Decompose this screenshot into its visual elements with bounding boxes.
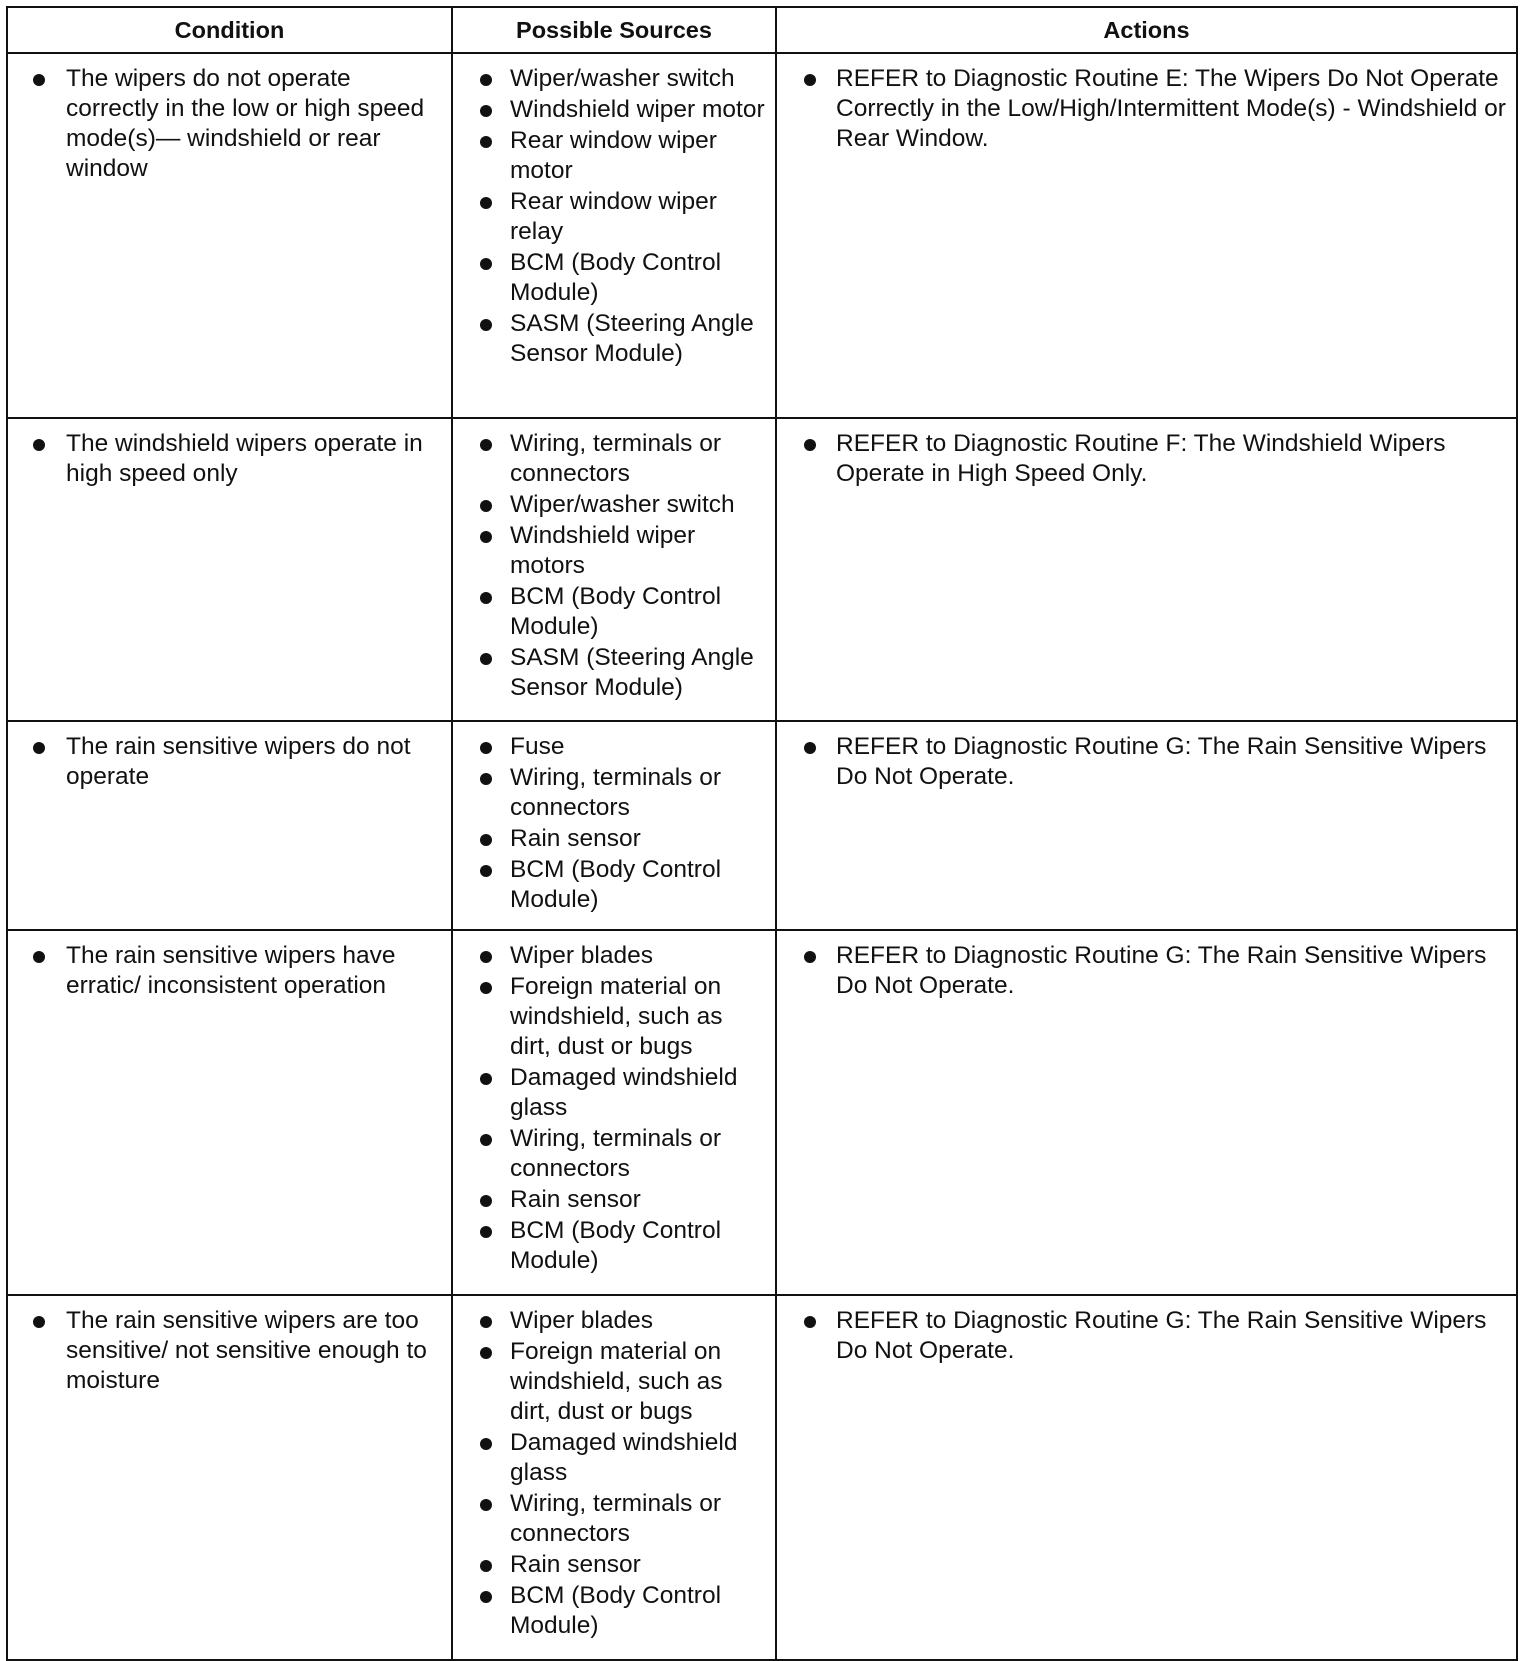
action-cell bbox=[776, 1295, 1517, 1660]
bullet-icon bbox=[804, 951, 816, 963]
condition-cell bbox=[7, 418, 452, 721]
list-item bbox=[453, 126, 765, 186]
table-row bbox=[7, 418, 1517, 721]
bullet-icon bbox=[480, 1560, 492, 1572]
source-text: Wiring, terminals or connectors bbox=[510, 430, 722, 487]
list-item bbox=[777, 1306, 1506, 1366]
bullet-icon bbox=[804, 742, 816, 754]
bullet-icon bbox=[480, 653, 492, 665]
list-item bbox=[453, 1063, 765, 1123]
list-item bbox=[777, 429, 1506, 489]
bullet-icon bbox=[480, 258, 492, 270]
condition-cell bbox=[7, 53, 452, 418]
table-row bbox=[7, 1295, 1517, 1660]
list-item bbox=[453, 732, 765, 762]
list-item bbox=[453, 941, 765, 971]
table-row bbox=[7, 53, 1517, 418]
list-item bbox=[453, 643, 765, 703]
list-item bbox=[453, 187, 765, 247]
source-text: BCM (Body Control Module) bbox=[510, 856, 722, 913]
source-text: Wiper blades bbox=[510, 942, 653, 969]
list-item bbox=[453, 1216, 765, 1276]
bullet-icon bbox=[480, 834, 492, 846]
source-text: Wiper/washer switch bbox=[510, 65, 735, 92]
source-text: SASM (Steering Angle Sensor Module) bbox=[510, 644, 754, 701]
list-item bbox=[453, 1489, 765, 1549]
source-text: Wiper blades bbox=[510, 1307, 653, 1334]
sources-cell bbox=[452, 418, 776, 721]
list-item bbox=[8, 429, 441, 489]
source-text: Fuse bbox=[510, 733, 565, 760]
list-item bbox=[453, 1337, 765, 1427]
bullet-icon bbox=[480, 982, 492, 994]
bullet-icon bbox=[804, 439, 816, 451]
diagnosis-table bbox=[6, 6, 1518, 1661]
sources-cell bbox=[452, 930, 776, 1295]
source-text: Rain sensor bbox=[510, 1186, 641, 1213]
condition-text: The windshield wipers operate in high speed only bbox=[66, 430, 423, 487]
list-item bbox=[8, 732, 441, 792]
source-text: Wiring, terminals or connectors bbox=[510, 1125, 722, 1182]
condition-cell bbox=[7, 930, 452, 1295]
sources-cell bbox=[452, 1295, 776, 1660]
list-item bbox=[777, 64, 1506, 154]
header-condition: Condition bbox=[7, 7, 452, 53]
source-text: SASM (Steering Angle Sensor Module) bbox=[510, 310, 754, 367]
source-text: BCM (Body Control Module) bbox=[510, 1582, 722, 1639]
action-text: REFER to Diagnostic Routine G: The Rain Sensitive Wipers Do Not Operate. bbox=[836, 1307, 1487, 1364]
list-item bbox=[453, 1124, 765, 1184]
bullet-icon bbox=[480, 1499, 492, 1511]
action-cell bbox=[776, 418, 1517, 721]
bullet-icon bbox=[480, 136, 492, 148]
bullet-icon bbox=[480, 773, 492, 785]
list-item bbox=[8, 941, 441, 1001]
condition-text: The rain sensitive wipers are too sensitive/ not sensitive enough to moisture bbox=[66, 1307, 427, 1394]
header-row bbox=[7, 7, 1517, 53]
list-item bbox=[453, 1550, 765, 1580]
sources-cell bbox=[452, 721, 776, 930]
source-text: BCM (Body Control Module) bbox=[510, 1217, 722, 1274]
list-item bbox=[453, 490, 765, 520]
bullet-icon bbox=[33, 1316, 45, 1328]
bullet-icon bbox=[480, 951, 492, 963]
action-text: REFER to Diagnostic Routine G: The Rain Sensitive Wipers Do Not Operate. bbox=[836, 733, 1487, 790]
list-item bbox=[8, 64, 441, 184]
source-text: Damaged windshield glass bbox=[510, 1064, 738, 1121]
list-item bbox=[453, 429, 765, 489]
list-item bbox=[453, 1581, 765, 1641]
action-text: REFER to Diagnostic Routine F: The Windshield Wipers Operate in High Speed Only. bbox=[836, 430, 1446, 487]
bullet-icon bbox=[33, 951, 45, 963]
bullet-icon bbox=[480, 319, 492, 331]
condition-text: The rain sensitive wipers do not operate bbox=[66, 733, 411, 790]
sources-cell bbox=[452, 53, 776, 418]
list-item bbox=[453, 1306, 765, 1336]
bullet-icon bbox=[480, 197, 492, 209]
list-item bbox=[453, 95, 765, 125]
bullet-icon bbox=[480, 1347, 492, 1359]
source-text: Wiring, terminals or connectors bbox=[510, 764, 722, 821]
action-cell bbox=[776, 930, 1517, 1295]
bullet-icon bbox=[480, 1591, 492, 1603]
list-item bbox=[453, 824, 765, 854]
list-item bbox=[453, 1428, 765, 1488]
source-text: Wiring, terminals or connectors bbox=[510, 1490, 722, 1547]
list-item bbox=[453, 1185, 765, 1215]
source-text: Windshield wiper motor bbox=[510, 96, 765, 123]
condition-cell bbox=[7, 1295, 452, 1660]
bullet-icon bbox=[480, 1438, 492, 1450]
header-possible-sources: Possible Sources bbox=[452, 7, 776, 53]
bullet-icon bbox=[804, 74, 816, 86]
bullet-icon bbox=[480, 592, 492, 604]
bullet-icon bbox=[480, 1316, 492, 1328]
table-row bbox=[7, 930, 1517, 1295]
source-text: BCM (Body Control Module) bbox=[510, 583, 722, 640]
condition-text: The wipers do not operate correctly in the low or high speed mode(s)— windshield or rear window bbox=[66, 65, 425, 182]
list-item bbox=[453, 248, 765, 308]
bullet-icon bbox=[480, 105, 492, 117]
list-item bbox=[453, 582, 765, 642]
list-item bbox=[453, 521, 765, 581]
list-item bbox=[8, 1306, 441, 1396]
bullet-icon bbox=[33, 439, 45, 451]
action-cell bbox=[776, 721, 1517, 930]
source-text: Rain sensor bbox=[510, 1551, 641, 1578]
list-item bbox=[777, 941, 1506, 1001]
bullet-icon bbox=[480, 1073, 492, 1085]
bullet-icon bbox=[804, 1316, 816, 1328]
condition-cell bbox=[7, 721, 452, 930]
action-text: REFER to Diagnostic Routine G: The Rain Sensitive Wipers Do Not Operate. bbox=[836, 942, 1487, 999]
bullet-icon bbox=[480, 439, 492, 451]
source-text: Damaged windshield glass bbox=[510, 1429, 738, 1486]
bullet-icon bbox=[480, 1195, 492, 1207]
action-text: REFER to Diagnostic Routine E: The Wipers Do Not Operate Correctly in the Low/High/Intermittent Mode(s) - Windshield or Rear Window. bbox=[836, 65, 1506, 152]
bullet-icon bbox=[33, 74, 45, 86]
list-item bbox=[777, 732, 1506, 792]
list-item bbox=[453, 972, 765, 1062]
source-text: BCM (Body Control Module) bbox=[510, 249, 722, 306]
bullet-icon bbox=[480, 500, 492, 512]
header-actions: Actions bbox=[776, 7, 1517, 53]
source-text: Rain sensor bbox=[510, 825, 641, 852]
bullet-icon bbox=[480, 1134, 492, 1146]
bullet-icon bbox=[480, 865, 492, 877]
list-item bbox=[453, 309, 765, 369]
source-text: Foreign material on windshield, such as dirt, dust or bugs bbox=[510, 1338, 723, 1425]
bullet-icon bbox=[33, 742, 45, 754]
bullet-icon bbox=[480, 74, 492, 86]
list-item bbox=[453, 64, 765, 94]
source-text: Rear window wiper relay bbox=[510, 188, 717, 245]
bullet-icon bbox=[480, 742, 492, 754]
action-cell bbox=[776, 53, 1517, 418]
source-text: Windshield wiper motors bbox=[510, 522, 696, 579]
list-item bbox=[453, 855, 765, 915]
table-row bbox=[7, 721, 1517, 930]
bullet-icon bbox=[480, 1226, 492, 1238]
list-item bbox=[453, 763, 765, 823]
source-text: Foreign material on windshield, such as dirt, dust or bugs bbox=[510, 973, 723, 1060]
source-text: Rear window wiper motor bbox=[510, 127, 717, 184]
source-text: Wiper/washer switch bbox=[510, 491, 735, 518]
bullet-icon bbox=[480, 531, 492, 543]
condition-text: The rain sensitive wipers have erratic/ inconsistent operation bbox=[66, 942, 396, 999]
